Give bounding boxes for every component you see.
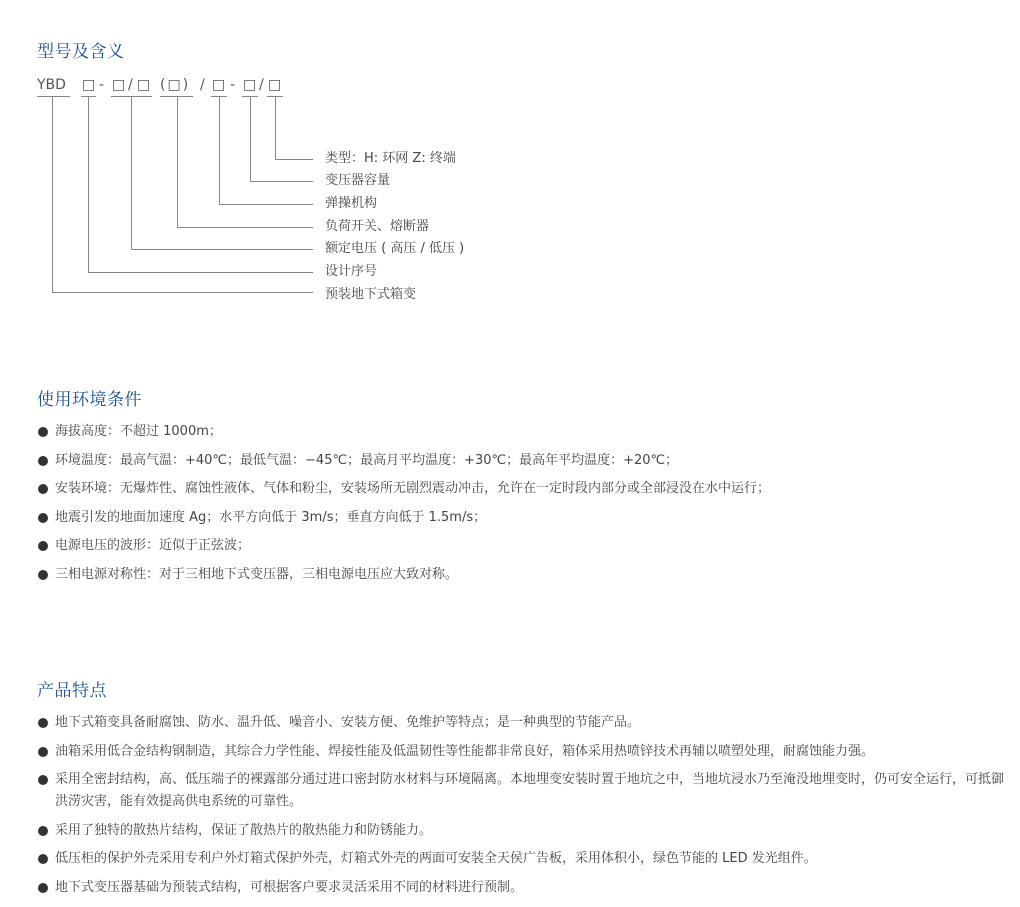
connector-lines: [0, 0, 600, 320]
list-item: 海拔高度：不超过 1000m；: [38, 421, 1008, 443]
list-item: 采用了独特的散热片结构，保证了散热片的散热能力和防锈能力。: [38, 820, 1008, 842]
list-item: 地下式变压器基础为预装式结构，可根据客户要求灵活采用不同的材料进行预制。: [38, 877, 1008, 899]
bullet-icon: [38, 541, 48, 551]
code-sep: /: [200, 77, 205, 93]
bullet-icon: [38, 775, 48, 785]
label-rated-voltage: 额定电压 ( 高压 / 低压 ): [325, 241, 465, 256]
bullet-icon: [38, 484, 48, 494]
list-item: 三相电源对称性：对于三相地下式变压器，三相电源电压应大致对称。: [38, 564, 1008, 586]
section-title-features: 产品特点: [37, 681, 107, 701]
code-slot: □: [137, 77, 151, 93]
bullet-icon: [38, 854, 48, 864]
list-item: 低压柜的保护外壳采用专利户外灯箱式保护外壳，灯箱式外壳的两面可安装全天侯广告板，采用体积小，绿色节能的 LED 发光组件。: [38, 848, 1008, 870]
label-product-type: 预装地下式箱变: [325, 287, 417, 302]
list-item: 电源电压的波形：近似于正弦波；: [38, 535, 1008, 557]
bullet-icon: [38, 456, 48, 466]
code-slot: □: [243, 77, 257, 93]
section-title-model: 型号及含义: [37, 42, 125, 62]
code-sep: -: [99, 77, 105, 93]
list-item: 地下式箱变具备耐腐蚀、防水、温升低、噪音小、安装方便、免维护等特点；是一种典型的节能产品。: [38, 712, 1008, 734]
code-slot: □: [82, 77, 96, 93]
label-capacity: 变压器容量: [325, 173, 391, 188]
code-sep: /: [259, 77, 264, 93]
code-slot: □: [268, 77, 282, 93]
label-type: 类型：H: 环网 Z: 终端: [325, 151, 456, 166]
bullet-icon: [38, 513, 48, 523]
label-mechanism: 弹操机构: [325, 196, 378, 211]
code-slot: □: [212, 77, 226, 93]
bullet-icon: [38, 883, 48, 893]
code-sep: /: [128, 77, 133, 93]
label-switch-fuse: 负荷开关、熔断器: [325, 219, 430, 234]
code-prefix: YBD: [37, 77, 66, 93]
environment-list: [38, 421, 1008, 593]
list-item: 油箱采用低合金结构钢制造，其综合力学性能、焊接性能及低温韧性等性能都非常良好，箱体采用热喷锌技术再辅以喷塑处理，耐腐蚀能力强。: [38, 741, 1008, 763]
list-item: 地震引发的地面加速度 Ag；水平方向低于 3m/s；垂直方向低于 1.5m/s；: [38, 507, 1008, 529]
bullet-icon: [38, 427, 48, 437]
bullet-icon: [38, 747, 48, 757]
code-slot: (□): [160, 77, 191, 93]
bullet-icon: [38, 718, 48, 728]
list-item: 环境温度：最高气温：+40℃；最低气温：−45℃；最高月平均温度：+30℃；最高年平均温度：+20℃；: [38, 450, 1008, 472]
model-diagram: [0, 0, 600, 320]
code-slot: □: [112, 77, 126, 93]
bullet-icon: [38, 570, 48, 580]
features-list: [38, 712, 1008, 906]
list-item: 采用全密封结构，高、低压端子的裸露部分通过进口密封防水材料与环境隔离。本地埋变安装时置于地坑之中，当地坑浸水乃至淹没地埋变时，仍可安全运行，可抵御洪涝灾害，能有效提高供电系统的可靠性。: [38, 769, 1008, 813]
code-sep: -: [230, 77, 236, 93]
list-item: 安装环境：无爆炸性、腐蚀性液体、气体和粉尘，安装场所无剧烈震动冲击，允许在一定时段内部分或全部浸没在水中运行；: [38, 478, 1008, 500]
bullet-icon: [38, 826, 48, 836]
label-design-number: 设计序号: [325, 264, 378, 279]
section-title-environment: 使用环境条件: [37, 390, 142, 410]
